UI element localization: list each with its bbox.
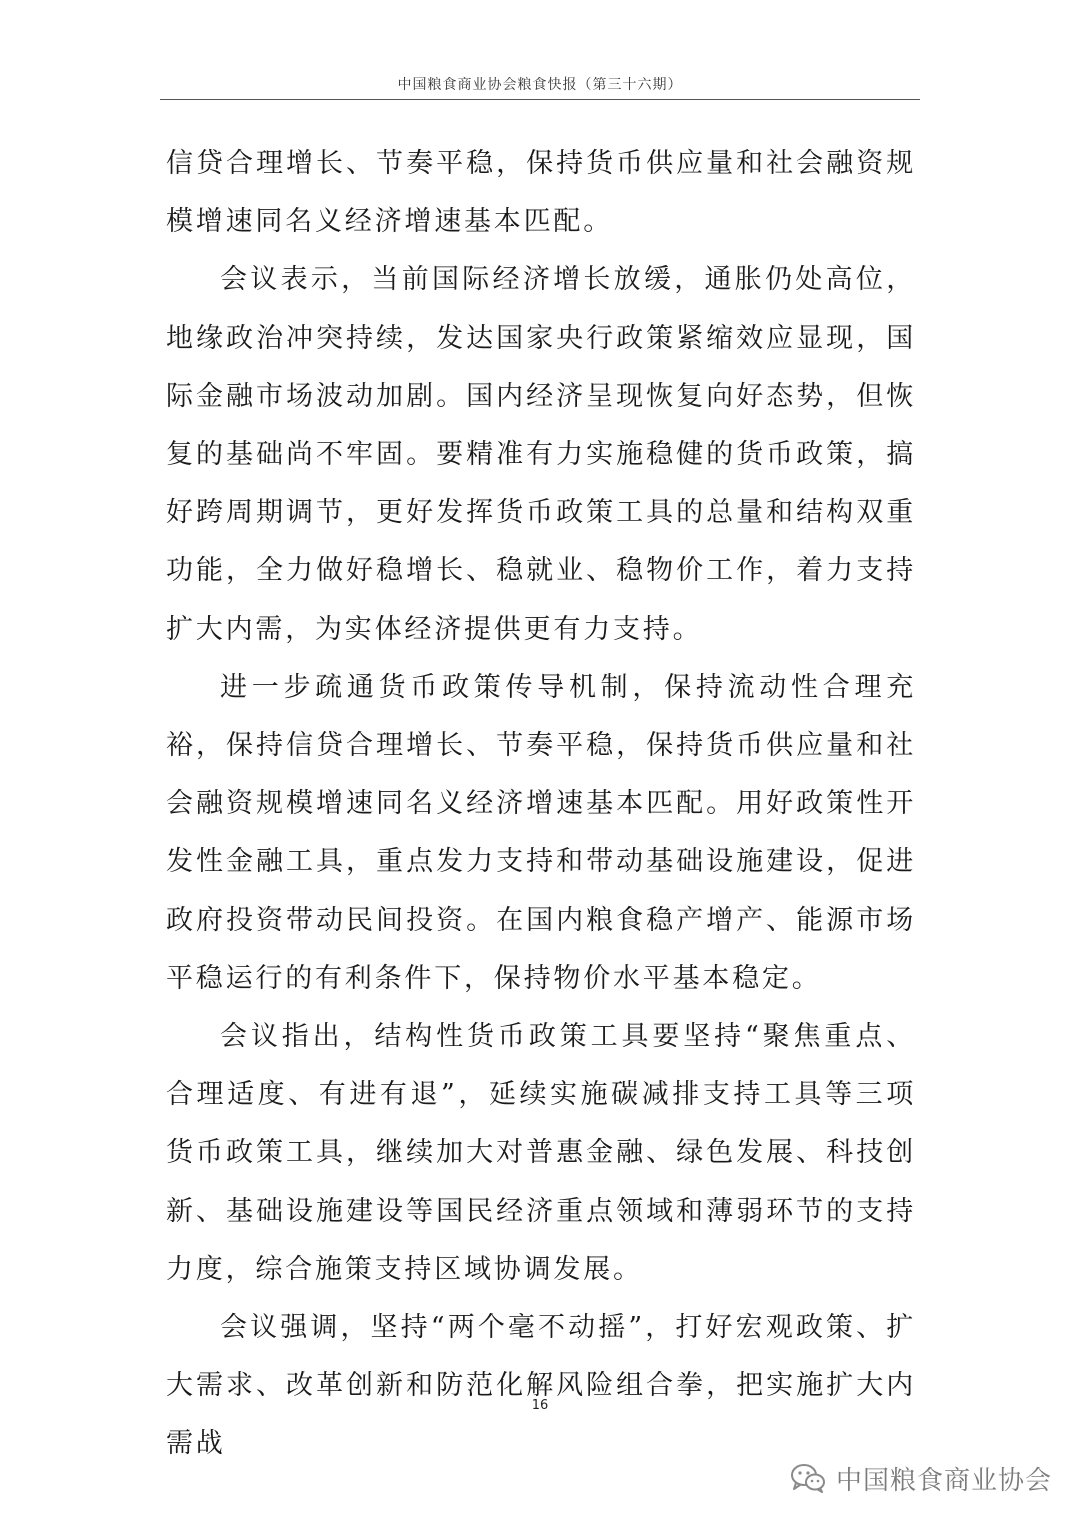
header-divider — [160, 99, 920, 100]
page-header: 中国粮食商业协会粮食快报（第三十六期） — [397, 77, 683, 93]
article-body — [166, 135, 916, 1474]
paragraph: 进一步疏通货币政策传导机制，保持流动性合理充裕，保持信贷合理增长、节奏平稳，保持货币供应量和社会融资规模增速同名义经济增速基本匹配。用好政策性开发性金融工具，重点发力支持和带动基础设施建设，促进政府投资带动民间投资。在国内粮食稳产增产、能源市场平稳运行的有利条件下，保持物价水平基本稳定。 — [166, 671, 916, 994]
page-number: 16 — [531, 1398, 549, 1413]
paragraph: 会议表示，当前国际经济增长放缓，通胀仍处高位，地缘政治冲突持续，发达国家央行政策紧缩效应显现，国际金融市场波动加剧。国内经济呈现恢复向好态势，但恢复的基础尚不牢固。要精准有力实施稳健的货币政策，搞好跨周期调节，更好发挥货币政策工具的总量和结构双重功能，全力做好稳增长、稳就业、稳物价工作，着力支持扩大内需，为实体经济提供更有力支持。 — [166, 264, 916, 645]
watermark — [790, 1458, 1052, 1498]
paragraph-continued: 信贷合理增长、节奏平稳，保持货币供应量和社会融资规模增速同名义经济增速基本匹配。 — [166, 148, 916, 238]
paragraph: 会议强调，坚持“两个毫不动摇”，打好宏观政策、扩大需求、改革创新和防范化解风险组合拳，把实施扩大内需战 — [166, 1312, 916, 1460]
paragraph: 会议指出，结构性货币政策工具要坚持“聚焦重点、合理适度、有进有退”，延续实施碳减排支持工具等三项货币政策工具，继续加大对普惠金融、绿色发展、科技创新、基础设施建设等国民经济重点领域和薄弱环节的支持力度，综合施策支持区域协调发展。 — [166, 1021, 916, 1285]
wechat-icon — [790, 1463, 826, 1493]
watermark-text: 中国粮食商业协会 — [835, 1465, 1052, 1496]
